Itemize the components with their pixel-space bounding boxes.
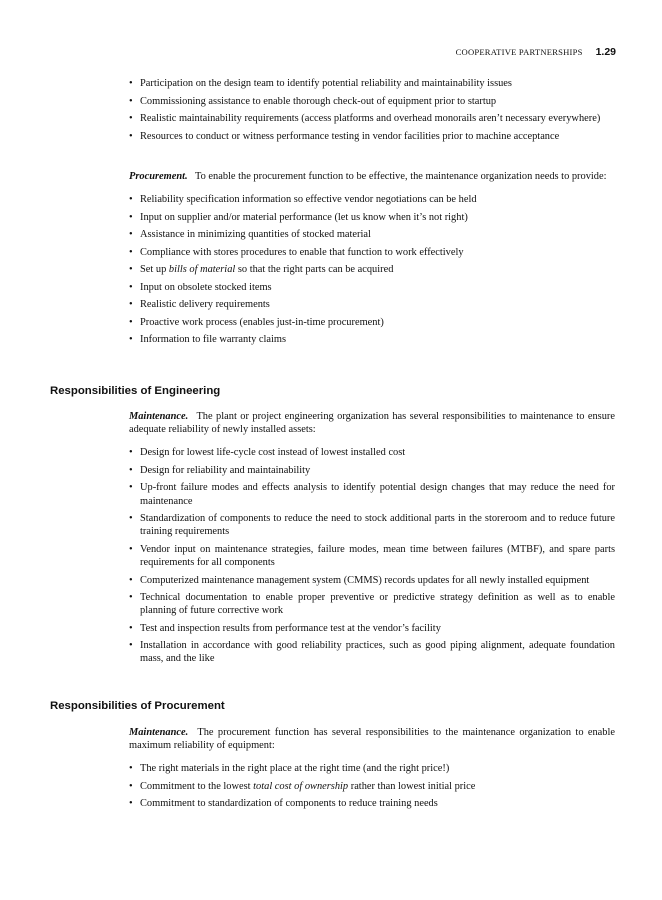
section-heading-engineering: Responsibilities of Engineering	[50, 385, 221, 397]
list-item: • Installation in accordance with good reliability practices, such as good piping alignment, adequate foundation mass, and the like	[129, 639, 615, 665]
list-item: • Standardization of components to reduce the need to stock additional parts in the storeroom and to reduce future training requirements	[129, 512, 615, 538]
item-text: Set up	[140, 264, 167, 276]
item-text: rather than lowest initial price	[350, 780, 476, 792]
list-item: • Input on supplier and/or material performance (let us know when it’s not right)	[129, 211, 615, 224]
list-item: • Input on obsolete stocked items	[129, 281, 615, 294]
paragraph-text: To enable the procurement function to be effective, the maintenance organization needs to provide:	[195, 171, 607, 182]
paragraph-text: The plant or project engineering organization has several responsibilities to maintenance to ensure adequate reliability of newly installed assets:	[129, 411, 615, 436]
list-item: • The right materials in the right place at the right time (and the right price!)	[129, 762, 615, 775]
emphasis-text: total cost of ownership	[253, 780, 349, 792]
list-item: • Up-front failure modes and effects analysis to identify potential design changes that may reduce the need for maintenance	[129, 481, 615, 507]
item-text: so that the right parts can be acquired	[237, 264, 394, 276]
list-item: • Computerized maintenance management system (CMMS) records updates for all newly installed equipment	[129, 574, 615, 587]
paragraph-text: The procurement function has several responsibilities to the maintenance organization to enable maximum reliability of equipment:	[129, 727, 615, 752]
procurement-block	[129, 170, 615, 351]
procurement-resp-paragraph	[129, 726, 615, 752]
list-item	[129, 263, 615, 276]
section-heading-procurement: Responsibilities of Procurement	[50, 700, 225, 712]
procurement-needs-list	[129, 193, 615, 346]
list-item: • Information to file warranty claims	[129, 333, 615, 346]
emphasis-text: bills of material	[168, 264, 236, 276]
list-item	[129, 780, 615, 793]
list-item: • Realistic maintainability requirements (access platforms and overhead monorails aren’t necessary everywhere)	[129, 112, 615, 125]
paragraph-lead: Maintenance.	[129, 727, 189, 738]
procurement-resp-block	[129, 726, 615, 815]
list-item: • Commissioning assistance to enable thorough check-out of equipment prior to startup	[129, 95, 615, 108]
list-item: • Design for lowest life-cycle cost instead of lowest installed cost	[129, 446, 615, 459]
list-item: • Proactive work process (enables just-in-time procurement)	[129, 316, 615, 329]
list-item: • Assistance in minimizing quantities of stocked material	[129, 228, 615, 241]
list-item: • Resources to conduct or witness performance testing in vendor facilities prior to machine acceptance	[129, 130, 615, 143]
procurement-paragraph	[129, 170, 615, 183]
engineering-paragraph	[129, 410, 615, 436]
paragraph-lead: Maintenance.	[129, 411, 189, 422]
intro-list	[129, 77, 615, 143]
list-item: • Compliance with stores procedures to enable that function to work effectively	[129, 246, 615, 259]
list-item: • Technical documentation to enable proper preventive or predictive strategy definition as well as to enable planning of future corrective work	[129, 591, 615, 617]
list-item: • Test and inspection results from performance test at the vendor’s facility	[129, 622, 615, 635]
list-item: • Reliability specification information so effective vendor negotiations can be held	[129, 193, 615, 206]
engineering-block	[129, 410, 615, 670]
running-head	[456, 46, 616, 58]
paragraph-lead: Procurement.	[129, 171, 188, 182]
page-number: 1.29	[595, 46, 616, 58]
list-item: • Design for reliability and maintainability	[129, 464, 615, 477]
list-item: • Participation on the design team to identify potential reliability and maintainability issues	[129, 77, 615, 90]
intro-list-block	[129, 77, 615, 147]
procurement-resp-list	[129, 762, 615, 810]
list-item: • Vendor input on maintenance strategies, failure modes, mean time between failures (MTBF), and spare parts requirements for all components	[129, 543, 615, 569]
list-item: • Commitment to standardization of components to reduce training needs	[129, 797, 615, 810]
running-title: COOPERATIVE PARTNERSHIPS	[455, 47, 583, 57]
list-item: • Realistic delivery requirements	[129, 298, 615, 311]
item-text: Commitment to the lowest	[140, 780, 251, 792]
engineering-list	[129, 446, 615, 665]
